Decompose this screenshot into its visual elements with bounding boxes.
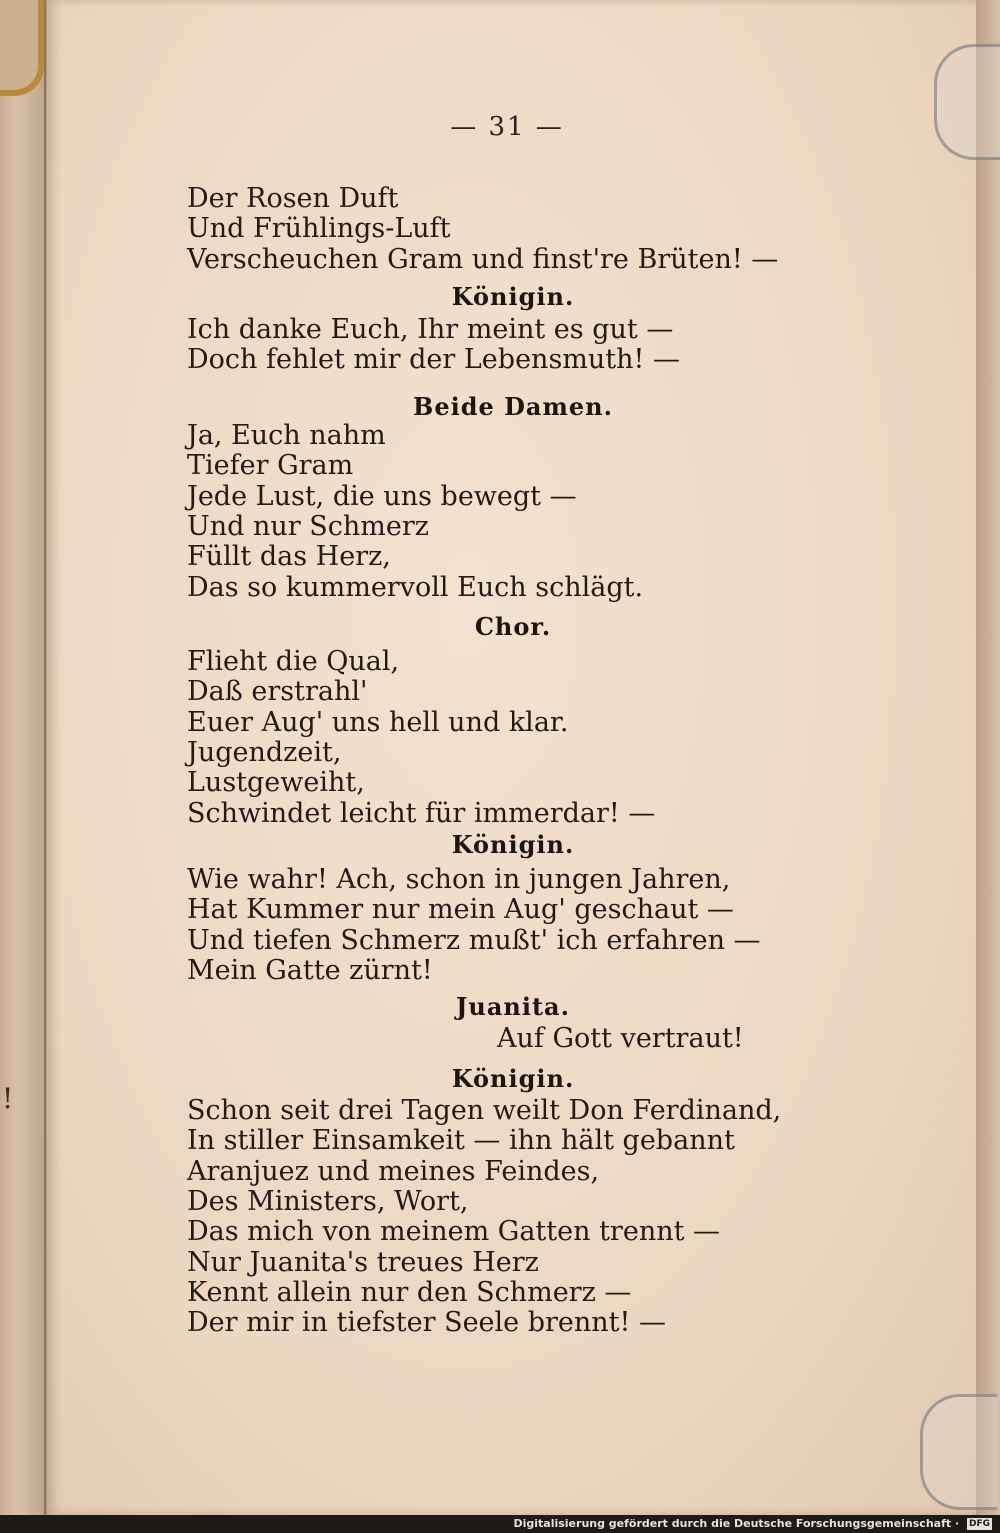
verse-line: Schon seit drei Tagen weilt Don Ferdinand, <box>187 1095 782 1126</box>
page-clip-bottom <box>920 1394 997 1510</box>
verse-line: Hat Kummer nur mein Aug' geschaut — <box>187 894 734 926</box>
verse-line: Der Rosen Duft <box>187 183 399 214</box>
book-page <box>46 0 979 1515</box>
verse-line: Jede Lust, die uns bewegt — <box>187 480 577 512</box>
verse-line: Nur Juanita's treues Herz <box>187 1246 539 1278</box>
verse-line: Das so kummervoll Euch schlägt. <box>187 571 644 603</box>
verse-line: Und nur Schmerz <box>187 510 429 542</box>
previous-page-edge <box>0 0 46 1515</box>
verse-line: Jugendzeit, <box>187 736 342 768</box>
verse-line: Doch fehlet mir der Lebensmuth! — <box>187 344 680 376</box>
dfg-logo: DFG <box>968 1519 990 1529</box>
verse-line: Aranjuez und meines Feindes, <box>187 1155 600 1187</box>
verse-line: Kennt allein nur den Schmerz — <box>187 1276 632 1308</box>
verse-line: Daß erstrahl' <box>187 676 368 708</box>
verse-line: Verscheuchen Gram und finst're Brüten! — <box>187 243 779 275</box>
footer-credit: Digitalisierung gefördert durch die Deutsche Forschungsgemeinschaft · DFG <box>513 1517 990 1530</box>
verse-line: Ja, Euch nahm <box>187 420 386 451</box>
speaker-heading: Königin. <box>451 1064 575 1093</box>
book-binding-edge <box>0 0 44 96</box>
right-page-edge <box>976 0 1000 1515</box>
verse-line: In stiller Einsamkeit — ihn hält gebannt <box>187 1125 735 1157</box>
verse-line: Wie wahr! Ach, schon in jungen Jahren, <box>187 864 731 895</box>
footer-credit-text: Digitalisierung gefördert durch die Deutsche Forschungsgemeinschaft <box>513 1517 952 1530</box>
verse-line: Ich danke Euch, Ihr meint es gut — <box>187 314 674 345</box>
verse-line: Der mir in tiefster Seele brennt! — <box>187 1307 666 1339</box>
verse-line: Tiefer Gram <box>187 450 354 482</box>
speaker-heading: Königin. <box>451 830 575 859</box>
speaker-heading: Beide Damen. <box>413 392 613 421</box>
verse-line: Des Ministers, Wort, <box>187 1185 469 1217</box>
margin-mark: ! <box>2 1082 14 1115</box>
speaker-heading: Königin. <box>451 282 575 311</box>
verse-line: Euer Aug' uns hell und klar. <box>187 706 569 738</box>
verse-line: Mein Gatte zürnt! <box>187 954 433 986</box>
verse-line: Auf Gott vertraut! <box>497 1023 744 1054</box>
speaker-heading: Juanita. <box>456 992 570 1021</box>
verse-line: Füllt das Herz, <box>187 541 391 573</box>
verse-line: Lustgeweiht, <box>187 767 365 799</box>
verse-line: Das mich von meinem Gatten trennt — <box>187 1216 721 1248</box>
page-number: — 31 — <box>450 112 564 142</box>
verse-line: Schwindet leicht für immerdar! — <box>187 797 656 829</box>
verse-line: Und tiefen Schmerz mußt' ich erfahren — <box>187 924 761 956</box>
verse-line: Und Frühlings-Luft <box>187 213 451 245</box>
page-clip-top <box>934 44 1000 160</box>
verse-line: Flieht die Qual, <box>187 646 400 677</box>
speaker-heading: Chor. <box>474 612 552 641</box>
